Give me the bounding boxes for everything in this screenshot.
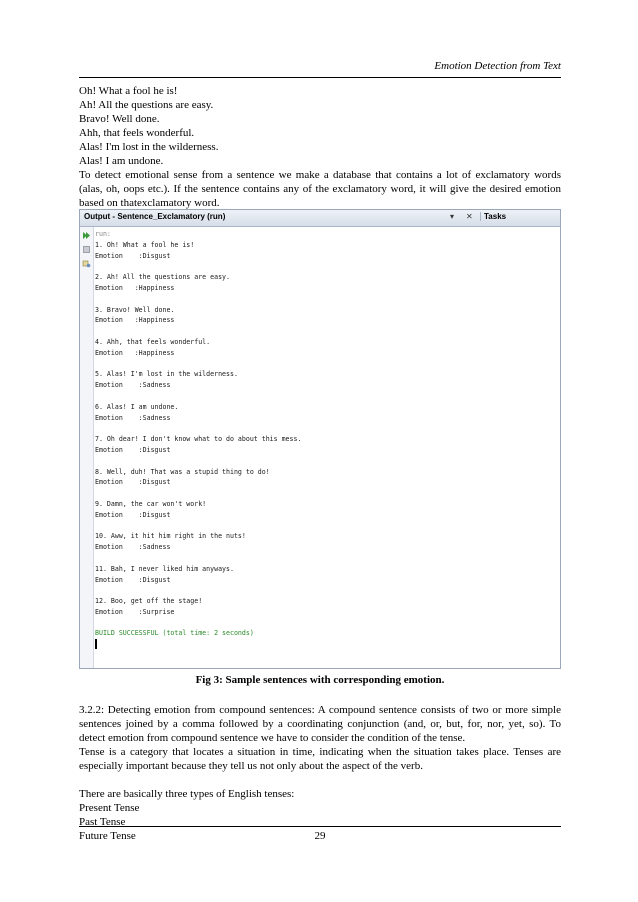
console-line: 10. Aww, it hit him right in the nuts!: [95, 532, 246, 541]
console-line: 1. Oh! What a fool he is!: [95, 240, 195, 249]
console-lines: [95, 241, 301, 616]
console-line: Emotion :Sadness: [95, 413, 171, 422]
page-number: 29: [314, 830, 326, 842]
header-rule: [79, 77, 561, 78]
intro-line: Alas! I am undone.: [79, 155, 164, 167]
intro-line: Bravo! Well done.: [79, 113, 160, 125]
intro-line: Ahh, that feels wonderful.: [79, 127, 195, 139]
console-line: 12. Boo, get off the stage!: [95, 597, 203, 606]
console-line: Emotion :Surprise: [95, 607, 175, 616]
build-status: BUILD SUCCESSFUL (total time: 2 seconds): [95, 629, 254, 638]
intro-paragraph: To detect emotional sense from a sentence we make a database that contains a lot of exclamatory words (alas, oh, oops etc.). If the sentence contains any of the exclamatory word, it will give the desired emotion based on thatexclamatory word.: [79, 169, 561, 209]
stop-icon[interactable]: [82, 245, 91, 254]
console-line: 6. Alas! I am undone.: [95, 402, 179, 411]
console-line: Emotion :Happiness: [95, 316, 175, 325]
console-line: 4. Ahh, that feels wonderful.: [95, 337, 211, 346]
running-header: Emotion Detection from Text: [434, 60, 561, 72]
section-paragraph: 3.2.2: Detecting emotion from compound sentences: A compound sentence consists of two or more simple sentences joined by a comma followed by a coordinating conjunction (and, or, but, for, nor, yet, so). To detect emotion from compound sentence we have to consider the condition of the tense.: [79, 704, 561, 744]
intro-line: Alas! I'm lost in the wilderness.: [79, 141, 219, 153]
console-line: Emotion :Disgust: [95, 510, 171, 519]
console-line: Emotion :Sadness: [95, 543, 171, 552]
console-line: Emotion :Sadness: [95, 381, 171, 390]
settings-icon[interactable]: [82, 259, 91, 268]
tab-output[interactable]: Output - Sentence_Exclamatory (run): [84, 212, 226, 221]
console-line: Emotion :Disgust: [95, 575, 171, 584]
rerun-icon[interactable]: [82, 231, 91, 240]
console-line: 8. Well, duh! That was a stupid thing to do!: [95, 467, 270, 476]
section-block: [79, 703, 561, 843]
console-line: 11. Bah, I never liked him anyways.: [95, 564, 234, 573]
text-cursor: [95, 639, 97, 649]
figure-caption: Fig 3: Sample sentences with corresponding emotion.: [195, 674, 445, 686]
console-run-label: run:: [95, 230, 111, 238]
minimize-icon[interactable]: ▾: [450, 212, 455, 221]
intro-block: [79, 84, 561, 210]
tenses-intro: There are basically three types of English tenses:: [79, 788, 295, 800]
console-line: Emotion :Happiness: [95, 348, 175, 357]
tab-tasks[interactable]: Tasks: [480, 212, 506, 221]
console-line: 2. Ah! All the questions are easy.: [95, 273, 230, 282]
spacer: [79, 773, 561, 787]
intro-line: Oh! What a fool he is!: [79, 85, 178, 97]
ide-titlebar: [80, 210, 560, 227]
close-icon[interactable]: ✕: [466, 212, 473, 221]
tense-item: Past Tense: [79, 816, 126, 828]
console-line: 7. Oh dear! I don't know what to do about this mess.: [95, 435, 302, 444]
footer-rule: [79, 826, 561, 827]
console-line: 3. Bravo! Well done.: [95, 305, 175, 314]
tense-item: Present Tense: [79, 802, 140, 814]
console-line: Emotion :Disgust: [95, 478, 171, 487]
section-paragraph: Tense is a category that locates a situation in time, indicating when the situation takes place. Tenses are especially important because they tell us not only about the aspect of the verb.: [79, 746, 561, 772]
console-line: Emotion :Happiness: [95, 283, 175, 292]
intro-line: Ah! All the questions are easy.: [79, 99, 214, 111]
console-line: 9. Damn, the car won't work!: [95, 499, 207, 508]
console-line: Emotion :Disgust: [95, 445, 171, 454]
console-line: 5. Alas! I'm lost in the wilderness.: [95, 370, 238, 379]
console-output: [95, 229, 556, 650]
tense-item: Future Tense: [79, 830, 136, 842]
ide-gutter: [80, 227, 94, 668]
console-line: Emotion :Disgust: [95, 251, 171, 260]
ide-output-window: [79, 209, 561, 669]
